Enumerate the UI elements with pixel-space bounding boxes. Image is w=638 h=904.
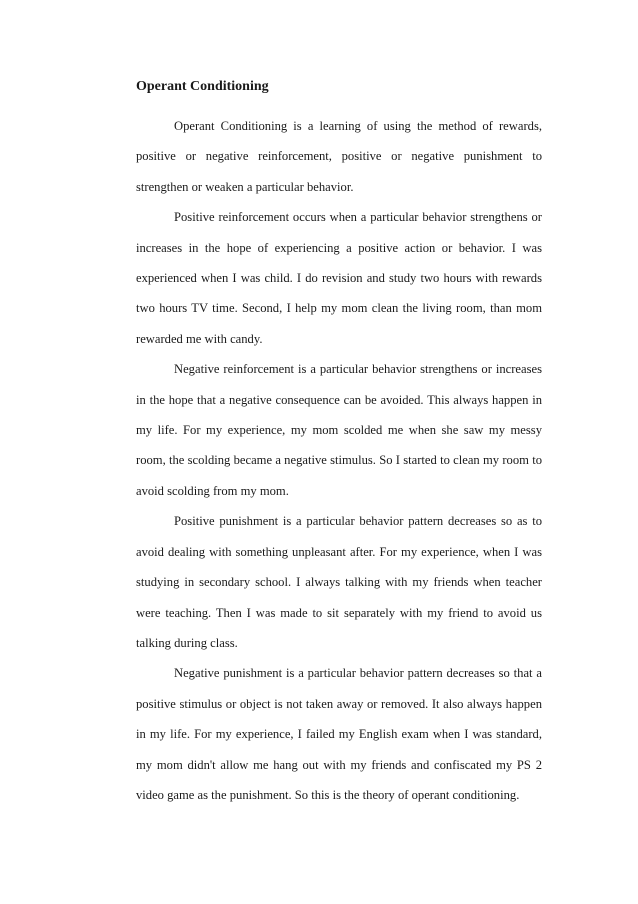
paragraph-positive-punishment: Positive punishment is a particular behavior pattern decreases so as to avoid dealing with something unpleasant after. For my experience, when I was studying in secondary school. I always talking with my friends when teacher were teaching. Then I was made to sit separately with my friend to avoid us talking during class.	[136, 514, 542, 650]
paragraph-negative-punishment: Negative punishment is a particular behavior pattern decreases so that a positive stimulus or object is not taken away or removed. It also always happen in my life. For my experience, I failed my English exam when I was standard, my mom didn't allow me hang out with my friends and confiscated my PS 2 video game as the punishment. So this is the theory of operant conditioning.	[136, 666, 542, 802]
document-title: Operant Conditioning	[136, 79, 269, 94]
paragraph-operant-conditioning-definition: Operant Conditioning is a learning of using the method of rewards, positive or negative reinforcement, positive or negative punishment to strengthen or weaken a particular behavior.	[136, 119, 542, 194]
paragraph-positive-reinforcement: Positive reinforcement occurs when a particular behavior strengthens or increases in the hope of experiencing a positive action or behavior. I was experienced when I was child. I do revision and study two hours with rewards two hours TV time. Second, I help my mom clean the living room, than mom rewarded me with candy.	[136, 210, 542, 346]
document-body	[136, 76, 542, 810]
paragraph-negative-reinforcement: Negative reinforcement is a particular behavior strengthens or increases in the hope that a negative consequence can be avoided. This always happen in my life. For my experience, my mom scolded me when she saw my messy room, the scolding became a negative stimulus. So I started to clean my room to avoid scolding from my mom.	[136, 362, 542, 498]
